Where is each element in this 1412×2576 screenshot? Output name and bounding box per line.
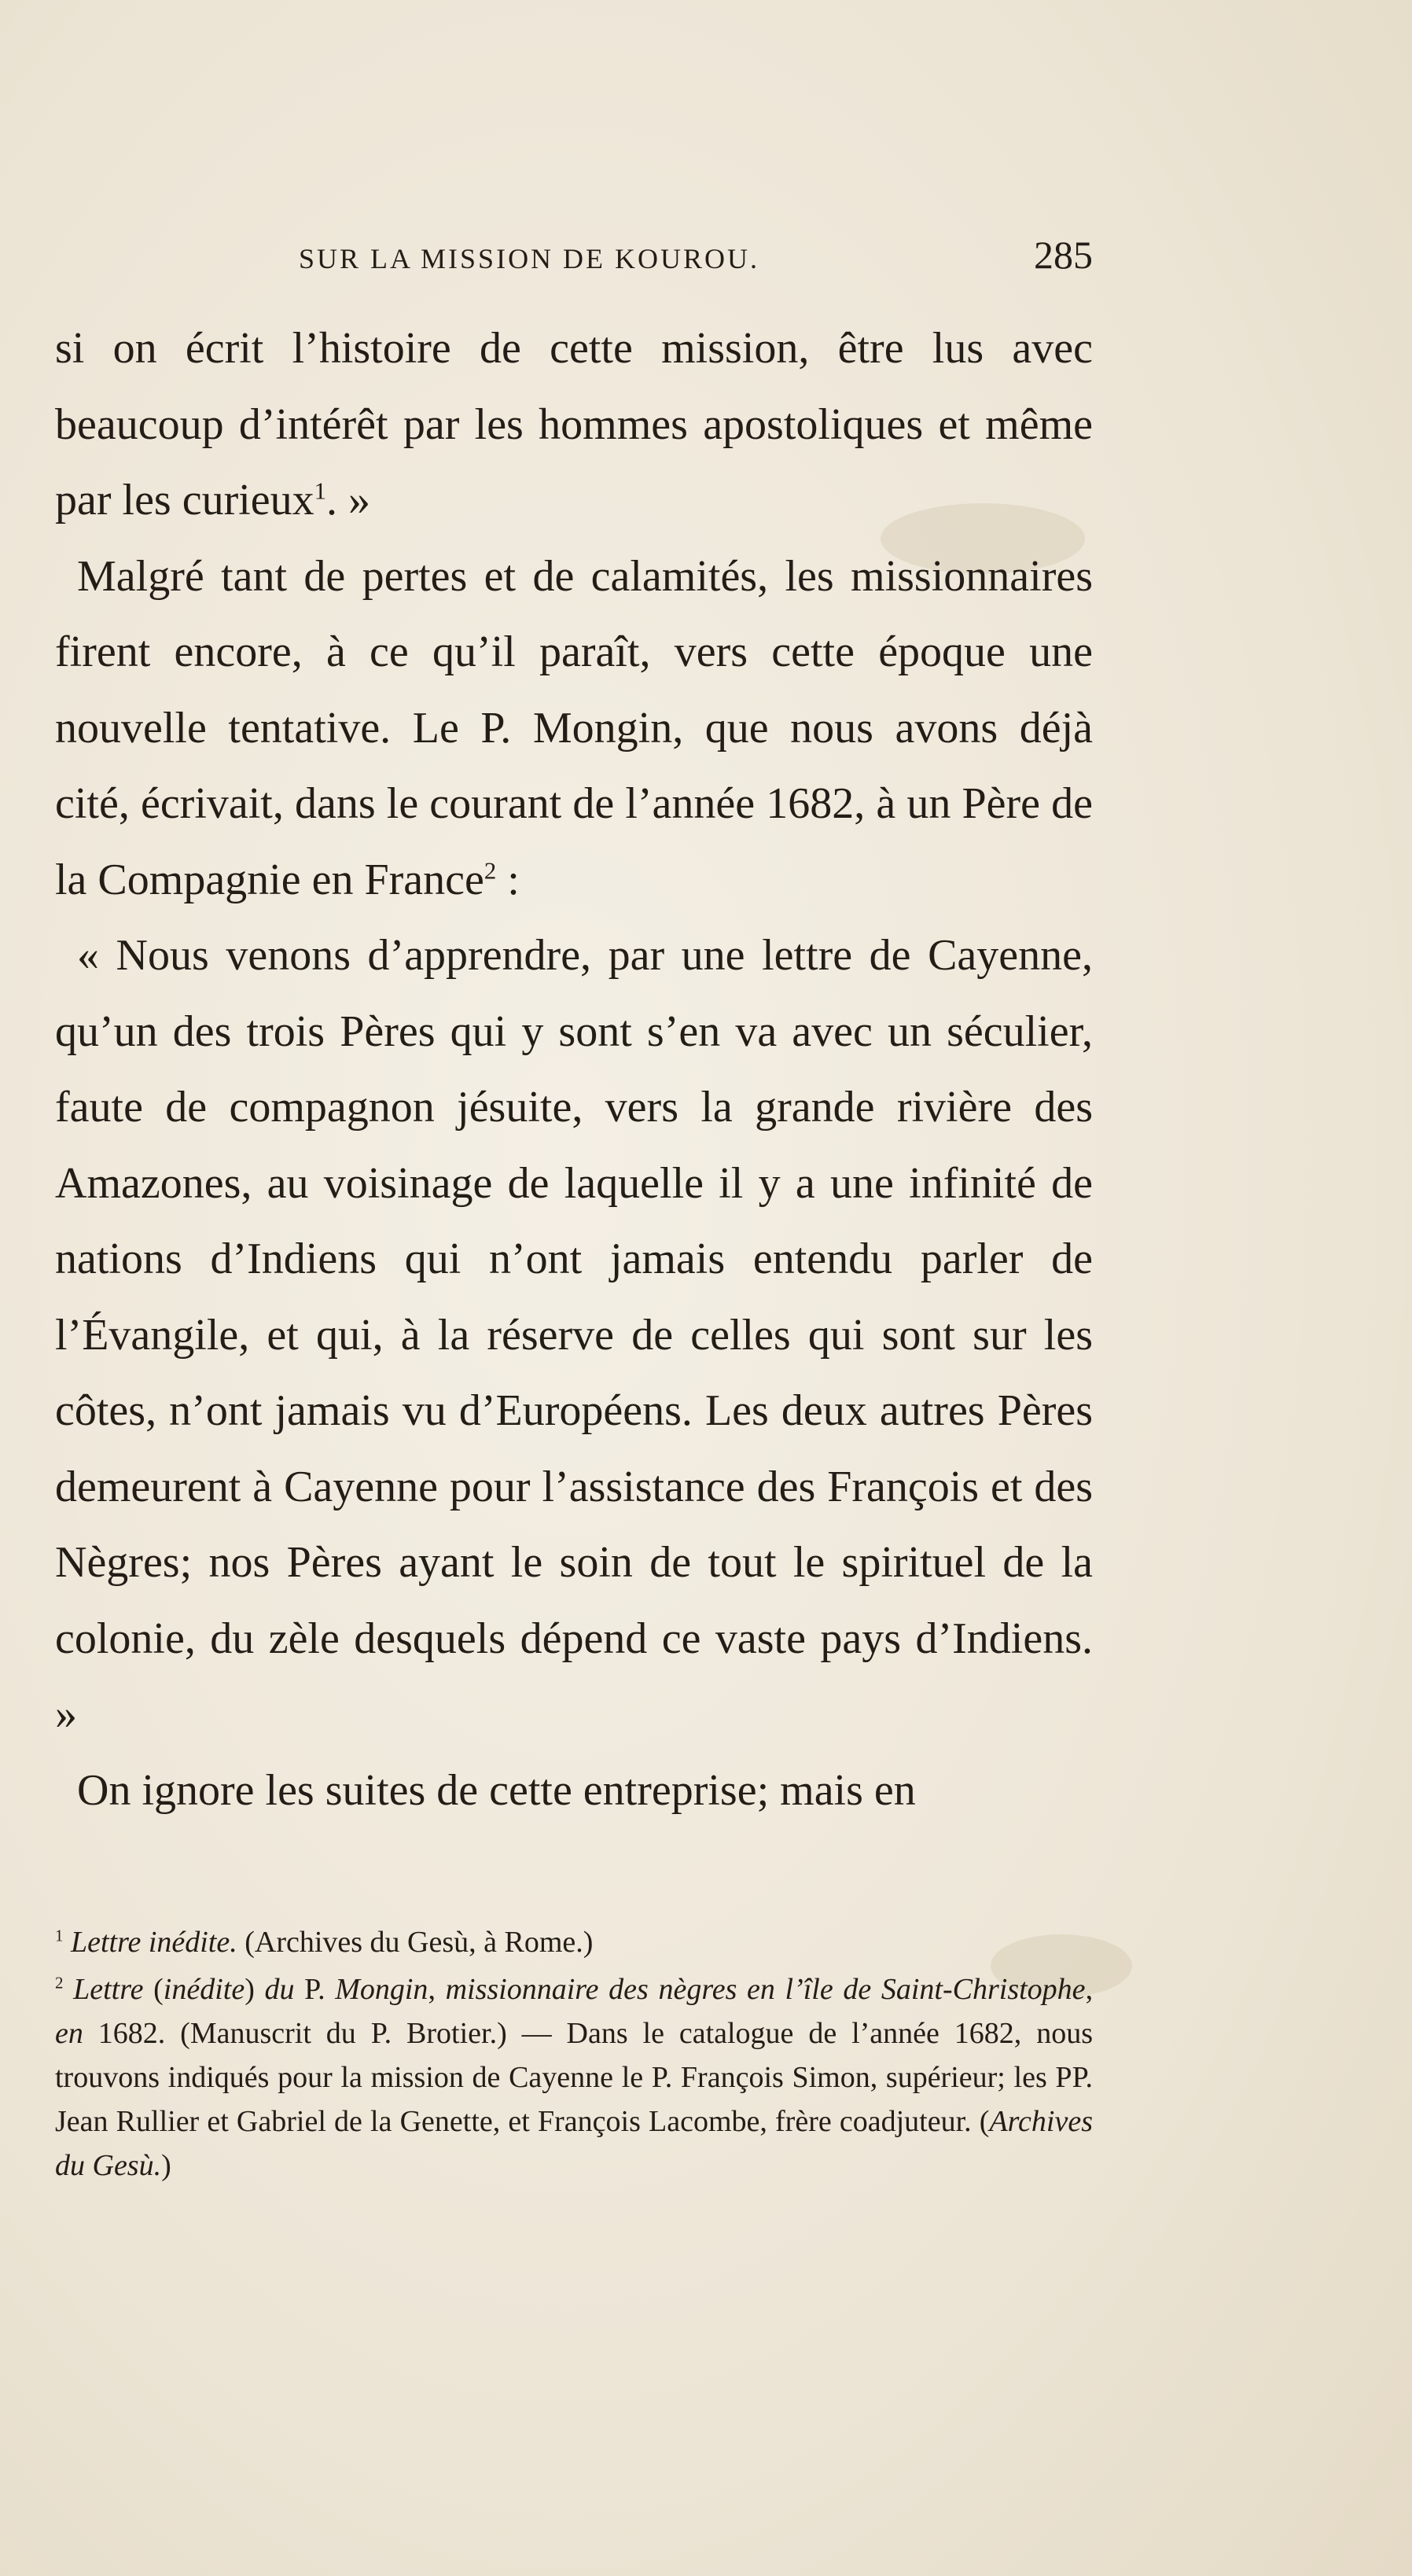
text-segment: , [1085, 1973, 1094, 2006]
paragraph [55, 311, 1093, 539]
body-text [55, 311, 1093, 1828]
text-segment: ( [143, 1973, 164, 2006]
footnotes [55, 1920, 1093, 2188]
footnote-marker: 2 [484, 856, 497, 884]
text-segment: inédite [163, 1973, 245, 2006]
footnote-marker: 2 [55, 1973, 64, 1993]
text-segment: « Nous venons d’apprendre, par une lettre de Cayenne, qu’un des trois Pères qui y sont s’en va avec un séculier, faute de compagnon jésuite, vers la grande rivière des Amazones, au voisinage de laquelle il y a une infinité de nations d’Indiens qui n’ont jamais entendu parler de l’Évangile, et qui, à la réserve de celles qui sont sur les côtes, n’ont jamais vu d’Européens. Les deux autres Pères demeurent à Cayenne pour l’assistance des François et des Nègres; nos Pères ayant le soin de tout le spirituel de la colonie, du zèle desquels dépend ce vaste pays d’Indiens. » [55, 931, 1093, 1739]
text-segment: du [264, 1973, 295, 2006]
page-number: 285 [1034, 233, 1093, 277]
text-segment: On ignore les suites de cette entreprise; mais en [77, 1765, 916, 1815]
text-segment: 1682. (Manuscrit du P. Brotier.) — Dans le catalogue de l’année 1682, nous trouvons indiqués pour la mission de Cayenne le P. François Simon, supérieur; les PP. Jean Rullier et Gabriel de la Genette, et François Lacombe, frère coadjuteur. ( [55, 2017, 1093, 2138]
paragraph [55, 918, 1093, 1753]
text-segment: Malgré tant de pertes et de calamités, les missionnaires firent encore, à ce qu’il paraît, vers cette époque une nouvelle tentative. Le P. Mongin, que nous avons déjà cité, écrivait, dans le courant de l’année 1682, à un Père de la Compagnie en France [55, 551, 1093, 904]
footnote-marker: 1 [55, 1926, 64, 1945]
text-segment: . » [326, 476, 371, 524]
text-segment: P. [294, 1973, 336, 2006]
text-segment: en [55, 2017, 83, 2050]
text-segment: Lettre [73, 1973, 144, 2006]
running-head: SUR LA MISSION DE KOUROU. [299, 243, 760, 274]
text-segment: Lettre inédite. [70, 1926, 237, 1959]
text-segment: : [496, 855, 520, 904]
footnote-marker: 1 [314, 477, 327, 505]
text-segment: (Archives du Gesù, à Rome.) [237, 1926, 594, 1959]
footnote [55, 1967, 1093, 2188]
text-segment: ) [245, 1973, 265, 2006]
text-segment [63, 1926, 71, 1959]
page-header [299, 232, 1093, 278]
text-segment: si on écrit l’histoire de cette mission, être lus avec beaucoup d’intérêt par les hommes apostoliques et même par les curieux [55, 324, 1093, 524]
text-segment: , [428, 1973, 446, 2006]
footnote [55, 1920, 1093, 1964]
text-segment [63, 1973, 73, 2006]
text-segment: missionnaire des nègres en l’île de Saint-Christophe [445, 1973, 1086, 2006]
paragraph [55, 1753, 1093, 1829]
text-segment: Archives du Gesù. [55, 2105, 1093, 2182]
text-segment: ) [161, 2149, 171, 2182]
paragraph [55, 539, 1093, 918]
text-segment: Mongin [335, 1973, 428, 2006]
